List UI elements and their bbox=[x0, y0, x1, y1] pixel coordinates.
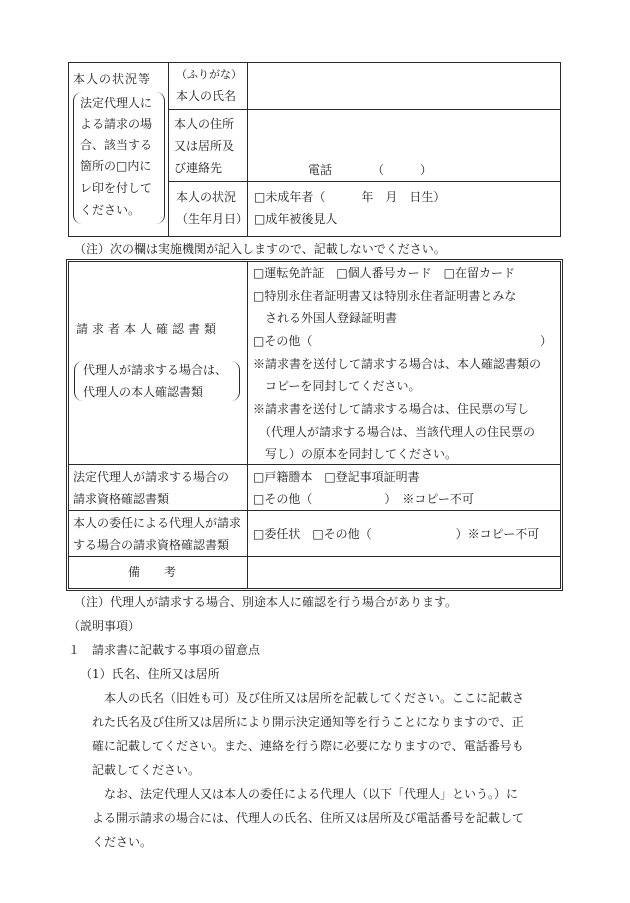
table-border bbox=[68, 62, 69, 237]
bracket-note-line: 法定代理人に bbox=[80, 96, 153, 110]
note-agent-confirmation: （注）代理人が請求する場合、別途本人に確認を行う場合があります。 bbox=[74, 595, 458, 609]
legal-agent-other[interactable]: □その他（ ） ※コピー不可 bbox=[253, 492, 474, 506]
table-border bbox=[247, 262, 248, 588]
bracket-right bbox=[231, 361, 240, 401]
table-border bbox=[560, 62, 561, 237]
bracket-note-line: 合、該当する bbox=[80, 138, 153, 152]
section-label: 本人の状況等 bbox=[73, 72, 152, 86]
remarks-label: 備 考 bbox=[128, 565, 177, 579]
para1-line: 確に記載してください。また、連絡を行う際に必要になりますので、電話番号も bbox=[92, 739, 524, 753]
legal-agent-label-line: 法定代理人が請求する場合の bbox=[73, 470, 230, 484]
agent-bracket-line: 代理人が請求する場合は、 bbox=[83, 363, 228, 377]
phone-field[interactable]: （ ） bbox=[372, 163, 433, 177]
status-label-line: 本人の状況 bbox=[176, 190, 237, 204]
para1-line: 本人の氏名（旧姓も可）及び住所又は居所を記載してください。ここに記載さ bbox=[104, 691, 525, 705]
id-doc-special-permanent-cont: される外国人登録証明書 bbox=[253, 311, 398, 325]
mail-note-resident-cont: （代理人が請求する場合は、当該代理人の住民票の bbox=[253, 425, 536, 439]
adult-guardian-checkbox[interactable]: □成年被後見人 bbox=[254, 212, 338, 226]
note-agency-fill: （注）次の欄は実施機関が記入しますので、記載しないでください。 bbox=[74, 242, 446, 256]
agent-bracket-line: 代理人の本人確認書類 bbox=[83, 385, 204, 399]
mail-note-resident-cont: 写し）の原本を同封してください。 bbox=[253, 447, 458, 461]
delegated-agent-options[interactable]: □委任状 □その他（ ）※コピー不可 bbox=[253, 527, 540, 541]
table-border bbox=[168, 109, 561, 110]
id-docs-label: 請求者本人確認書類 bbox=[76, 322, 221, 336]
bracket-note-line: よる請求の場 bbox=[80, 117, 153, 131]
explanation-heading: （説明事項） bbox=[68, 619, 141, 633]
furigana-label: （ふりがな） bbox=[176, 68, 242, 81]
phone-label: 電話 bbox=[308, 163, 333, 177]
table-border bbox=[68, 464, 560, 465]
para1-line: れた氏名及び住所又は居所により開示決定通知等を行うことになりますので、正 bbox=[92, 715, 524, 729]
address-label-line: び連絡先 bbox=[174, 161, 223, 175]
table-border bbox=[68, 556, 560, 557]
item1-title: １ 請求書に記載する事項の留意点 bbox=[68, 643, 261, 657]
id-doc-other[interactable]: □その他（ bbox=[253, 334, 313, 348]
address-label-line: 又は居所及 bbox=[174, 139, 235, 153]
id-doc-other-close: ） bbox=[540, 334, 553, 348]
sub1-title: （1）氏名、住所又は居所 bbox=[80, 667, 220, 681]
delegated-agent-label-line: する場合の請求資格確認書類 bbox=[73, 538, 230, 552]
id-doc-options[interactable]: □運転免許証 □個人番号カード □在留カード bbox=[253, 266, 516, 280]
address-field[interactable] bbox=[249, 111, 559, 157]
para2-line: なお、法定代理人又は本人の委任による代理人（以下「代理人」という。）に bbox=[104, 787, 519, 801]
mail-note-copy-cont: コピーを同封してください。 bbox=[253, 379, 421, 393]
legal-agent-options[interactable]: □戸籍謄本 □登記事項証明書 bbox=[253, 470, 420, 484]
table-border bbox=[68, 510, 560, 511]
bracket-note-line: レ印を付して bbox=[80, 181, 153, 195]
table-border bbox=[168, 62, 169, 237]
mail-note-resident: ※請求書を送付して請求する場合は、住民票の写し bbox=[253, 402, 530, 416]
name-field[interactable] bbox=[249, 64, 559, 108]
bracket-note-line: 箇所の□内に bbox=[80, 159, 152, 173]
name-label: 本人の氏名 bbox=[176, 89, 237, 103]
remarks-field[interactable] bbox=[249, 558, 558, 586]
status-label-line: （生年月日） bbox=[176, 212, 249, 226]
table-border bbox=[168, 181, 561, 182]
id-doc-special-permanent[interactable]: □特別永住者証明書又は特別永住者証明書とみな bbox=[253, 289, 517, 303]
legal-agent-label-line: 請求資格確認書類 bbox=[73, 492, 170, 506]
bracket-note-line: ください。 bbox=[80, 203, 141, 217]
table-border bbox=[68, 62, 561, 63]
delegated-agent-label-line: 本人の委任による代理人が請求 bbox=[73, 516, 242, 530]
bracket-right bbox=[156, 92, 165, 224]
address-label-line: 本人の住所 bbox=[174, 117, 235, 131]
para2-line: よる開示請求の場合には、代理人の氏名、住所又は居所及び電話番号を記載して bbox=[92, 811, 525, 825]
mail-note-copy: ※請求書を送付して請求する場合は、本人確認書類の bbox=[253, 357, 542, 371]
table-border bbox=[247, 62, 248, 237]
para1-line: 記載してください。 bbox=[92, 763, 201, 777]
table-border bbox=[68, 236, 561, 237]
bracket-left bbox=[74, 361, 83, 401]
para2-line: ください。 bbox=[92, 835, 153, 849]
minor-checkbox[interactable]: □未成年者（ 年 月 日生） bbox=[254, 190, 446, 204]
